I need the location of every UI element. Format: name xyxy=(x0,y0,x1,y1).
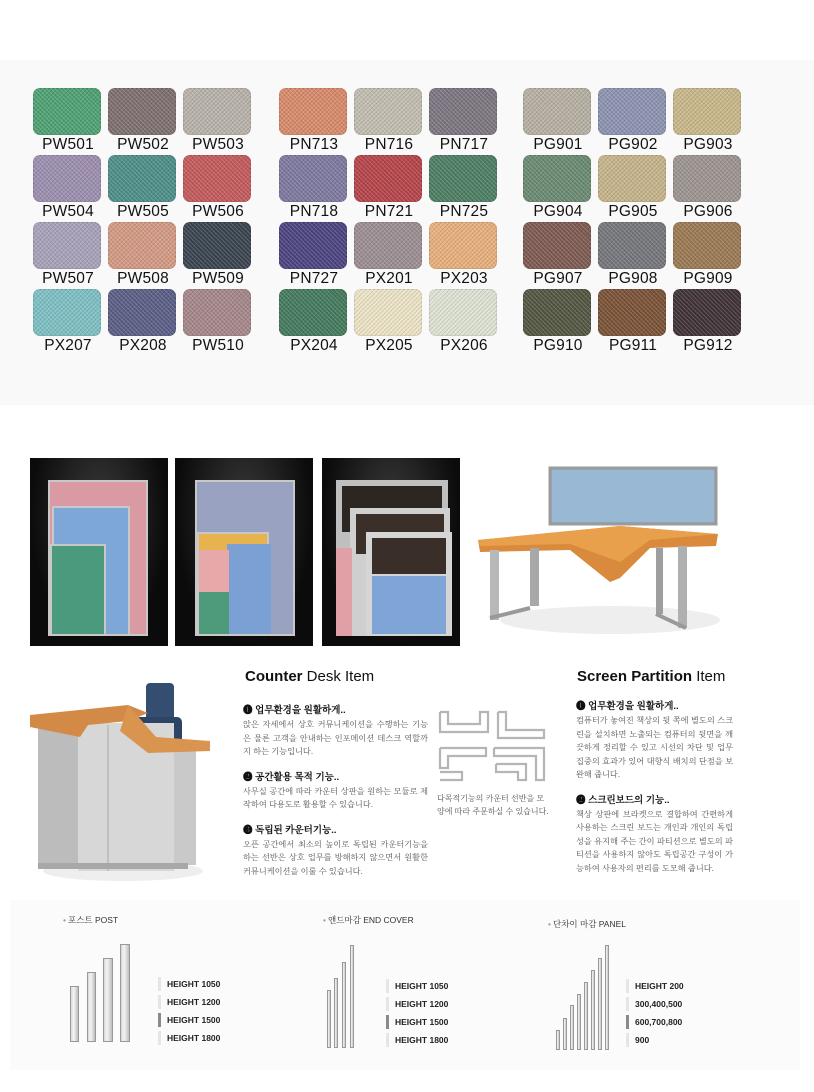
spec-label: HEIGHT 1500 xyxy=(167,1015,221,1025)
swatch-chip xyxy=(598,289,666,336)
swatch-chip xyxy=(183,222,251,269)
swatch-code: PN717 xyxy=(439,136,489,153)
spec-label: HEIGHT 1800 xyxy=(167,1033,221,1043)
swatch-pn713 xyxy=(279,88,349,154)
swatch-pw504 xyxy=(33,155,103,221)
swatch-px207 xyxy=(33,289,103,355)
swatch-code: PX207 xyxy=(44,337,92,354)
panel-spec xyxy=(626,995,684,1013)
swatch-chip xyxy=(429,155,497,202)
swatch-code: PN721 xyxy=(364,203,414,220)
swatch-chip xyxy=(354,88,422,135)
swatch-chip xyxy=(523,155,591,202)
counter-feature-2 xyxy=(243,769,428,812)
panel-900 xyxy=(605,945,609,1050)
swatch-chip xyxy=(354,155,422,202)
panel-200 xyxy=(556,1030,560,1050)
screen-title xyxy=(577,668,725,685)
swatch-code: PX204 xyxy=(290,337,338,354)
panel-600 xyxy=(584,982,588,1050)
swatch-code: PG908 xyxy=(608,270,658,287)
swatch-code: PW501 xyxy=(42,136,94,153)
swatch-code: PW510 xyxy=(192,337,244,354)
swatch-code: PG902 xyxy=(608,136,658,153)
swatch-pn716 xyxy=(354,88,424,154)
screen-title-bold: Screen Partition xyxy=(577,668,693,685)
swatch-code: PX206 xyxy=(440,337,488,354)
swatch-pn717 xyxy=(429,88,499,154)
screen-desk-illustration xyxy=(470,450,730,646)
swatch-pw501 xyxy=(33,88,103,154)
screen-feature-2 xyxy=(576,792,733,876)
swatch-chip xyxy=(33,155,101,202)
swatch-code: PG909 xyxy=(683,270,733,287)
panel-700 xyxy=(591,970,595,1050)
swatch-chip xyxy=(279,155,347,202)
swatch-code: PG904 xyxy=(533,203,583,220)
post-spec xyxy=(158,975,220,993)
counter-desk-illustration xyxy=(28,675,218,890)
swatch-code: PW503 xyxy=(192,136,244,153)
swatch-px204 xyxy=(279,289,349,355)
swatch-pg906 xyxy=(673,155,743,221)
end-cover-1050 xyxy=(327,990,331,1048)
swatch-pg912 xyxy=(673,289,743,355)
swatch-code: PW507 xyxy=(42,270,94,287)
swatch-chip xyxy=(598,88,666,135)
screen-feature-heading: ❷ 스크린보드의 기능.. xyxy=(576,794,670,806)
swatch-code: PG903 xyxy=(683,136,733,153)
swatch-chip xyxy=(33,88,101,135)
swatch-chip xyxy=(673,289,741,336)
spec-label: HEIGHT 200 xyxy=(635,981,684,991)
swatch-code: PW508 xyxy=(117,270,169,287)
swatch-code: PW506 xyxy=(192,203,244,220)
swatch-code: PG901 xyxy=(533,136,583,153)
counter-feature-body: 사무실 공간에 따라 카운터 상판을 원하는 모듈로 제작하여 다용도로 활용할 수 있습니다. xyxy=(243,786,428,809)
end-cover-spec-list xyxy=(386,977,448,1049)
panel-300 xyxy=(563,1018,567,1050)
swatch-code: PN725 xyxy=(439,203,489,220)
partition-photo-3 xyxy=(322,458,460,646)
screen-feature-body: 컴퓨터가 놓여진 책상의 뒷 쪽에 별도의 스크린을 설치하면 노출되는 컴퓨터의 뒷면을 깨끗하게 정리할 수 있고 시선의 차단 및 업무집중의 효과가 있어 대향식 배치의 단점을 보완해 줍니다. xyxy=(576,716,733,779)
counter-feature-heading: ❶ 업무환경을 원활하게.. xyxy=(243,705,346,716)
swatch-pw505 xyxy=(108,155,178,221)
swatch-chip xyxy=(33,289,101,336)
post-title-text: 포스트 POST xyxy=(67,915,119,925)
end-cover-spec xyxy=(386,995,448,1013)
swatch-chip xyxy=(354,222,422,269)
swatch-chip xyxy=(108,88,176,135)
panel-800 xyxy=(598,958,602,1050)
spec-label: HEIGHT 1500 xyxy=(395,1017,449,1027)
counter-diagram-note: 다목적기능의 카운터 선반을 모양에 따라 주문하실 수 있습니다. xyxy=(437,794,549,816)
swatch-px203 xyxy=(429,222,499,288)
swatch-chip xyxy=(673,88,741,135)
post-1200 xyxy=(87,972,96,1042)
screen-feature-heading: ❶ 업무환경을 원활하게.. xyxy=(576,701,679,712)
swatch-chip xyxy=(183,88,251,135)
swatch-pw503 xyxy=(183,88,253,154)
post-spec xyxy=(158,1029,220,1047)
swatch-pn718 xyxy=(279,155,349,221)
end-cover-1500 xyxy=(342,962,346,1048)
swatch-code: PN713 xyxy=(289,136,339,153)
swatch-chip xyxy=(598,222,666,269)
swatch-chip xyxy=(429,289,497,336)
post-spec xyxy=(158,1011,220,1029)
swatch-group-pn xyxy=(279,88,499,378)
swatch-code: PG906 xyxy=(683,203,733,220)
swatch-pw507 xyxy=(33,222,103,288)
counter-feature-heading: ❷ 공간활용 목적 기능.. xyxy=(243,771,340,783)
swatch-chip xyxy=(429,88,497,135)
end-cover-spec xyxy=(386,977,448,995)
swatch-chip xyxy=(598,155,666,202)
counter-feature-body: 오픈 공간에서 최소의 높이로 독립된 카운터기능을 하는 선반은 상호 업무를 방해하지 않으면서 원활한 커뮤니케이션을 이룰 수 있습니다. xyxy=(243,839,428,876)
swatch-code: PN727 xyxy=(289,270,339,287)
swatch-code: PW502 xyxy=(117,136,169,153)
end-cover-spec xyxy=(386,1031,448,1049)
swatch-code: PN716 xyxy=(364,136,414,153)
swatch-pn725 xyxy=(429,155,499,221)
swatch-chip xyxy=(183,155,251,202)
panel-500 xyxy=(577,994,581,1050)
swatch-pw502 xyxy=(108,88,178,154)
swatch-chip xyxy=(523,222,591,269)
swatch-code: PG907 xyxy=(533,270,583,287)
spec-label: HEIGHT 1050 xyxy=(395,981,449,991)
partition-photo-2 xyxy=(175,458,313,646)
panel-spec xyxy=(626,1013,684,1031)
swatch-pg905 xyxy=(598,155,668,221)
spec-label: 900 xyxy=(635,1035,650,1045)
panel-title-text: 단차이 마감 PANEL xyxy=(552,919,627,929)
counter-desk-photo xyxy=(28,675,218,890)
swatch-group-pw xyxy=(33,88,253,378)
panel-spec xyxy=(626,977,684,995)
post-spec xyxy=(158,993,220,1011)
swatch-chip xyxy=(523,289,591,336)
swatch-code: PG912 xyxy=(683,337,733,354)
swatch-code: PW505 xyxy=(117,203,169,220)
swatch-chip xyxy=(33,222,101,269)
post-title: • 포스트 POST xyxy=(63,915,119,925)
swatch-chip xyxy=(354,289,422,336)
swatch-code: PG910 xyxy=(533,337,583,354)
swatch-pw509 xyxy=(183,222,253,288)
swatch-pg910 xyxy=(523,289,593,355)
counter-feature-1 xyxy=(243,702,428,759)
swatch-pw506 xyxy=(183,155,253,221)
swatch-chip xyxy=(279,222,347,269)
swatch-pg903 xyxy=(673,88,743,154)
swatch-group-pg xyxy=(523,88,743,378)
swatch-pg901 xyxy=(523,88,593,154)
spec-label: HEIGHT 1800 xyxy=(395,1035,449,1045)
swatch-code: PN718 xyxy=(289,203,339,220)
swatch-chip xyxy=(673,222,741,269)
swatch-pg904 xyxy=(523,155,593,221)
spec-label: HEIGHT 1050 xyxy=(167,979,221,989)
swatch-pw508 xyxy=(108,222,178,288)
panel-spec-list xyxy=(626,977,684,1049)
swatch-pg907 xyxy=(523,222,593,288)
swatch-code: PG905 xyxy=(608,203,658,220)
swatch-chip xyxy=(279,88,347,135)
spec-label: HEIGHT 1200 xyxy=(395,999,449,1009)
post-1500 xyxy=(103,958,113,1042)
spec-label: 600,700,800 xyxy=(635,1017,683,1027)
swatch-code: PX203 xyxy=(440,270,488,287)
screen-title-rest: Item xyxy=(692,668,726,685)
end-cover-1800 xyxy=(350,945,354,1048)
counter-features xyxy=(243,702,428,888)
swatch-chip xyxy=(429,222,497,269)
partition-photo-1 xyxy=(30,458,168,646)
swatch-pg909 xyxy=(673,222,743,288)
swatch-pg908 xyxy=(598,222,668,288)
swatch-chip xyxy=(108,155,176,202)
swatch-px205 xyxy=(354,289,424,355)
swatch-chip xyxy=(279,289,347,336)
counter-title-bold: Counter xyxy=(245,668,303,685)
swatch-pn727 xyxy=(279,222,349,288)
counter-title-rest: Desk Item xyxy=(302,668,375,685)
panel-400 xyxy=(570,1005,574,1050)
swatch-chip xyxy=(183,289,251,336)
swatch-code: PX208 xyxy=(119,337,167,354)
spec-label: 300,400,500 xyxy=(635,999,683,1009)
counter-shape-diagram xyxy=(436,708,548,784)
swatch-chip xyxy=(523,88,591,135)
panel-title: • 단차이 마감 PANEL xyxy=(548,919,627,929)
counter-feature-3 xyxy=(243,822,428,879)
screen-feature-1 xyxy=(576,698,733,782)
swatch-code: PX201 xyxy=(365,270,413,287)
swatch-code: PX205 xyxy=(365,337,413,354)
end-cover-1200 xyxy=(334,978,338,1048)
swatch-code: PW509 xyxy=(192,270,244,287)
spec-label: HEIGHT 1200 xyxy=(167,997,221,1007)
swatch-code: PW504 xyxy=(42,203,94,220)
screen-features xyxy=(576,698,733,885)
swatch-px201 xyxy=(354,222,424,288)
swatch-pn721 xyxy=(354,155,424,221)
swatch-px206 xyxy=(429,289,499,355)
swatch-px208 xyxy=(108,289,178,355)
swatch-chip xyxy=(108,289,176,336)
swatch-chip xyxy=(108,222,176,269)
screen-feature-body: 책상 상판에 브라켓으로 결합하여 간편하게 사용하는 스크린 보드는 개인과 개인의 독립성을 유지해 주는 간이 파티션으로 별도의 파티션을 사용하지 않아도 독립공간 구성이 가능하여 사용자의 편리를 도모해 줍니다. xyxy=(576,809,733,873)
counter-title xyxy=(245,668,374,685)
end-cover-title: • 앤드마감 END COVER xyxy=(323,915,414,925)
swatch-pw510 xyxy=(183,289,253,355)
post-spec-list xyxy=(158,975,220,1047)
counter-feature-heading: ❸ 독립된 카운터기능.. xyxy=(243,824,337,836)
end-cover-title-text: 앤드마감 END COVER xyxy=(327,915,414,925)
swatch-code: PG911 xyxy=(608,337,658,354)
swatch-chart xyxy=(0,60,814,405)
swatch-pg902 xyxy=(598,88,668,154)
swatch-chip xyxy=(673,155,741,202)
post-1800 xyxy=(120,944,130,1042)
panel-spec xyxy=(626,1031,684,1049)
end-cover-spec xyxy=(386,1013,448,1031)
post-1050 xyxy=(70,986,79,1042)
screen-desk-photo xyxy=(470,450,730,646)
swatch-pg911 xyxy=(598,289,668,355)
counter-feature-body: 앉은 자세에서 상호 커뮤니케이션을 수행하는 기능은 물론 고객을 안내하는 인포메이션 데스크 역할까지 하는 기능입니다. xyxy=(243,720,428,756)
